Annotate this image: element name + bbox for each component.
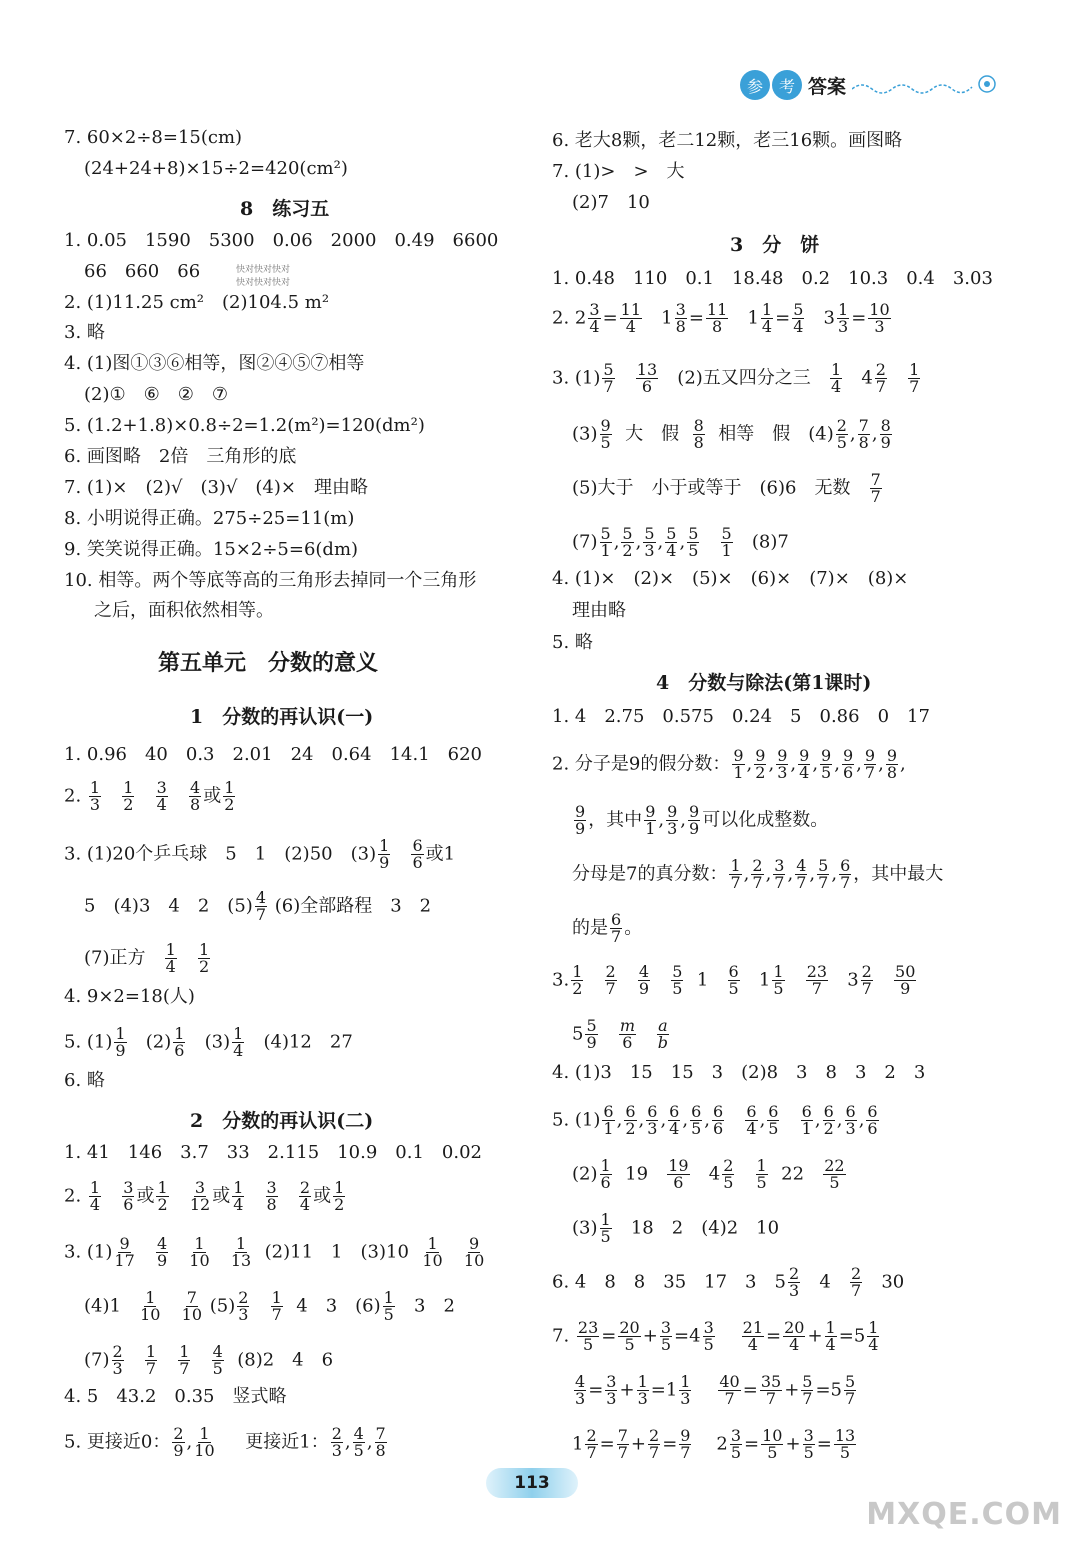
fraction: $\frac{6}{6}$ bbox=[713, 1102, 724, 1138]
label: 相等 假 (4) bbox=[718, 423, 834, 445]
badge-circle-1: 参 bbox=[740, 70, 770, 100]
label: 30 bbox=[881, 1271, 905, 1293]
fraction: $\frac{2}{7}$ bbox=[605, 962, 616, 998]
section-heading: 1 分数的再认识(一) bbox=[190, 706, 374, 728]
label: 5. 更接近0： bbox=[64, 1431, 171, 1453]
answer-line bbox=[64, 838, 455, 871]
fraction: $\frac{1}{4}$ bbox=[89, 1178, 101, 1214]
fraction: $\frac{1}{4}$ bbox=[233, 1024, 244, 1060]
answer-line: 3. 略 bbox=[64, 322, 105, 343]
label: (8)2 4 6 bbox=[237, 1349, 334, 1371]
fraction: $\frac{3}{4}$ bbox=[589, 300, 600, 336]
fraction: $\frac{1}{2}$ bbox=[123, 778, 134, 814]
label: 2. bbox=[64, 785, 82, 807]
fraction: $\frac{1}{5}$ bbox=[383, 1288, 394, 1324]
fraction: $\frac{1}{2}$ bbox=[334, 1178, 345, 1214]
fraction: $\frac{5}{3}$ bbox=[644, 524, 655, 560]
label: 2. bbox=[64, 1185, 82, 1207]
fraction: $\frac{6}{5}$ bbox=[768, 1102, 779, 1138]
answer-line: (2) $\frac{1}{6}$ 19 $\frac{19}{6}$ 4 $\frac{2}{5}$ $\frac{1}{5}$ 22 $\frac{22}{5}$ bbox=[572, 1156, 845, 1192]
answer-line bbox=[552, 1266, 904, 1299]
fraction: $\frac{2}{7}$ bbox=[752, 856, 763, 892]
label: (2)五又四分之三 bbox=[677, 367, 811, 389]
fraction: $\frac{1}{6}$ bbox=[600, 1156, 611, 1192]
fraction: $\frac{4}{7}$ bbox=[255, 888, 266, 924]
label: 大 假 bbox=[625, 423, 680, 445]
fraction: $\frac{9}{5}$ bbox=[821, 746, 832, 782]
answer-line bbox=[64, 1236, 486, 1269]
answer-line: 6. 画图略 2倍 三角形的底 bbox=[64, 446, 297, 467]
answer-line: 4. 5 43.2 0.35 竖式略 bbox=[64, 1386, 287, 1407]
label: 或1 bbox=[425, 843, 456, 865]
unit-title: 第五单元 分数的意义 bbox=[158, 650, 379, 676]
fraction: $\frac{2}{7}$ bbox=[649, 1426, 660, 1462]
fraction: $\frac{5}{7}$ bbox=[603, 360, 614, 396]
answer-line: 2. 分子是9的假分数： $\frac{9}{1}$ , $\frac{9}{2}$ , $\frac{9}{3}$ , $\frac{9}{4}$ , $\frac{9}{5}$ , $\frac{9}{6}$ , $\frac{9}{7}$ , $\frac{9}{8}$ , bbox=[552, 746, 906, 782]
answer-line: 4. (1)图①③⑥相等，图②④⑤⑦相等 bbox=[64, 353, 365, 374]
fraction: $\frac{1}{7}$ bbox=[271, 1288, 282, 1324]
label: (3) bbox=[572, 423, 598, 445]
label: 。 bbox=[624, 917, 643, 939]
fraction: $\frac{6}{2}$ bbox=[823, 1102, 834, 1138]
fraction: $\frac{1}{7}$ bbox=[145, 1342, 157, 1378]
answer-line: 5. (1) $\frac{6}{1}$ , $\frac{6}{2}$ , $\frac{6}{3}$ , $\frac{6}{4}$ , $\frac{6}{5}$ , $\frac{6}{6}$ $\frac{6}{4}$ , $\frac{6}{5}$ $\frac{6}{1}$ , $\frac{6}{2}$ , $\frac{6}{3}$ , $\frac{6}{6}$ bbox=[552, 1102, 878, 1138]
fraction: $\frac{2}{7}$ bbox=[875, 360, 886, 396]
fraction: $\frac{2}{3}$ bbox=[238, 1288, 249, 1324]
label: 6. 4 8 8 35 17 3 5 bbox=[552, 1271, 786, 1293]
fraction: $\frac{6}{4}$ bbox=[669, 1102, 680, 1138]
answer-line: 1. 0.05 1590 5300 0.06 2000 0.49 6600 bbox=[64, 230, 499, 251]
fraction: $\frac{2}{5}$ bbox=[723, 1156, 734, 1192]
fraction: $\frac{1}{5}$ bbox=[773, 962, 784, 998]
fraction: $\frac{3}{5}$ bbox=[730, 1426, 742, 1462]
fraction: $\frac{3}{7}$ bbox=[774, 856, 785, 892]
fraction: $\frac{2}{7}$ bbox=[586, 1426, 597, 1462]
answer-line: 2. 2 $\frac{3}{4}$ = $\frac{11}{4}$ 1 $\frac{3}{8}$ = $\frac{11}{8}$ 1 $\frac{1}{4}$ = $\frac{5}{4}$ 3 $\frac{1}{3}$ = $\frac{10}{3}$ bbox=[552, 300, 890, 336]
fraction: $\frac{1}{3}$ bbox=[89, 778, 101, 814]
answer-line: 5. (1.2+1.8)×0.8÷2=1.2(m²)=120(dm²) bbox=[64, 415, 425, 436]
fraction: $\frac{5}{7}$ bbox=[818, 856, 829, 892]
fraction: $\frac{9}{4}$ bbox=[799, 746, 810, 782]
fraction: $\frac{1}{7}$ bbox=[179, 1342, 190, 1378]
fraction: $\frac{5}{5}$ bbox=[672, 962, 683, 998]
fraction: $\frac{6}{3}$ bbox=[845, 1102, 856, 1138]
fraction: $\frac{9}{7}$ bbox=[680, 1426, 691, 1462]
fraction: $\frac{9}{5}$ bbox=[600, 416, 611, 452]
fraction: $\frac{9}{9}$ bbox=[689, 802, 700, 838]
label: (5)大于 小于或等于 (6)6 无数 bbox=[572, 477, 851, 499]
fraction: $\frac{1}{2}$ bbox=[157, 1178, 168, 1214]
fraction: $\frac{6}{1}$ bbox=[603, 1102, 614, 1138]
label: 的是 bbox=[572, 917, 608, 939]
fraction: $\frac{1}{4}$ bbox=[233, 1178, 244, 1214]
fraction: $\frac{2}{3}$ bbox=[112, 1342, 123, 1378]
fraction: $\frac{6}{5}$ bbox=[728, 962, 739, 998]
answer-line bbox=[84, 942, 212, 975]
label: 3 2 bbox=[414, 1295, 455, 1317]
fraction: $\frac{10}{3}$ bbox=[869, 300, 890, 336]
label: 5 (4)3 4 2 (5) bbox=[84, 895, 253, 917]
fraction: $\frac{1}{10}$ bbox=[194, 1424, 215, 1460]
answer-line: 1. 0.96 40 0.3 2.01 24 0.64 14.1 620 bbox=[64, 744, 482, 765]
fraction: $\frac{4}{8}$ bbox=[190, 778, 201, 814]
answer-line: (2)① ⑥ ② ⑦ bbox=[84, 384, 229, 405]
label: (2)11 1 (3)10 bbox=[264, 1241, 409, 1263]
fraction: $\frac{9}{3}$ bbox=[777, 746, 788, 782]
flower-wave-icon bbox=[852, 75, 1002, 95]
label: 4 3 (6) bbox=[296, 1295, 381, 1317]
answer-line: (2)7 10 bbox=[572, 192, 650, 213]
answer-line: 7. $\frac{23}{5}$ = $\frac{20}{5}$ + $\frac{3}{5}$ =4 $\frac{3}{5}$ $\frac{21}{4}$ = $\frac{20}{4}$ + $\frac{1}{4}$ =5 $\frac{1}{4}$ bbox=[552, 1318, 879, 1354]
stamp-text: 快对快对快对 bbox=[236, 265, 291, 275]
fraction: $\frac{4}{5}$ bbox=[212, 1342, 223, 1378]
label: (2) bbox=[572, 1163, 598, 1185]
label: 更接近1： bbox=[245, 1431, 329, 1453]
fraction: $\frac{9}{1}$ bbox=[645, 802, 656, 838]
fraction: $\frac{1}{6}$ bbox=[174, 1024, 185, 1060]
fraction: $\frac{9}{2}$ bbox=[755, 746, 766, 782]
fraction: $\frac{13}{5}$ bbox=[834, 1426, 856, 1462]
fraction: $\frac{6}{1}$ bbox=[801, 1102, 812, 1138]
fraction: $\frac{9}{17}$ bbox=[114, 1234, 135, 1270]
fraction: $\frac{1}{3}$ bbox=[637, 1372, 648, 1408]
label: 3. (1) bbox=[64, 1241, 113, 1263]
watermark: MXQE.COM bbox=[866, 1497, 1062, 1532]
label: (5) bbox=[209, 1295, 236, 1317]
answer-line bbox=[572, 912, 642, 945]
fraction: $\frac{1}{2}$ bbox=[199, 940, 210, 976]
fraction: $\frac{3}{4}$ bbox=[156, 778, 167, 814]
fraction: $\frac{6}{6}$ bbox=[867, 1102, 878, 1138]
fraction: $\frac{6}{6}$ bbox=[412, 836, 423, 872]
answer-line bbox=[572, 472, 884, 505]
fraction: $\frac{3}{8}$ bbox=[675, 300, 686, 336]
fraction: $\frac{1}{7}$ bbox=[730, 856, 741, 892]
fraction: $\frac{11}{4}$ bbox=[620, 300, 642, 336]
label: 3. bbox=[552, 969, 570, 991]
label: 18 2 (4)2 10 bbox=[630, 1217, 780, 1239]
fraction: $\frac{1}{4}$ bbox=[761, 300, 773, 336]
answer-line: 2. $\frac{1}{4}$ $\frac{3}{6}$ 或 $\frac{1}{2}$ $\frac{3}{12}$ 或 $\frac{1}{4}$ $\frac{3}{8}$ $\frac{2}{4}$ 或 $\frac{1}{2}$ bbox=[64, 1178, 345, 1214]
badge-circle-2: 考 bbox=[772, 70, 802, 100]
fraction: $\frac{9}{8}$ bbox=[886, 746, 897, 782]
fraction: $\frac{4}{5}$ bbox=[353, 1424, 364, 1460]
label: 5. (1) bbox=[552, 1109, 601, 1131]
label: 2. 分子是9的假分数： bbox=[552, 753, 731, 775]
answer-line bbox=[84, 1290, 455, 1323]
section-heading: 8 练习五 bbox=[240, 198, 330, 220]
answer-line: 10. 相等。两个等底等高的三角形去掉同一个三角形 bbox=[64, 570, 477, 591]
fraction: $\frac{2}{3}$ bbox=[331, 1424, 342, 1460]
label: 3. (1) bbox=[552, 367, 601, 389]
answer-line: 分母是7的真分数： $\frac{1}{7}$ , $\frac{2}{7}$ , $\frac{3}{7}$ , $\frac{4}{7}$ , $\frac{5}{7}$ , $\frac{6}{7}$ ，其中最大 bbox=[572, 856, 944, 892]
fraction: $\frac{1}{4}$ bbox=[825, 1318, 836, 1354]
page-number: 113 bbox=[486, 1468, 578, 1498]
answer-line: 4. (1)3 15 15 3 (2)8 3 8 3 2 3 bbox=[552, 1062, 926, 1083]
fraction: $\frac{5}{2}$ bbox=[622, 524, 633, 560]
answer-line bbox=[572, 1212, 779, 1245]
fraction: $\frac{5}{7}$ bbox=[802, 1372, 813, 1408]
fraction: $\frac{4}{9}$ bbox=[638, 962, 650, 998]
answer-line: 5 $\frac{5}{9}$ $\frac{m}{6}$ $\frac{a}{b}$ bbox=[572, 1016, 669, 1052]
fraction: $\frac{9}{3}$ bbox=[667, 802, 678, 838]
label: (7) bbox=[84, 1349, 110, 1371]
fraction: $\frac{2}{5}$ bbox=[836, 416, 847, 452]
answer-line bbox=[84, 1344, 333, 1377]
answer-line: 1. 4 2.75 0.575 0.24 5 0.86 0 17 bbox=[552, 706, 930, 727]
fraction: $\frac{6}{3}$ bbox=[647, 1102, 658, 1138]
answer-line: 之后，面积依然相等。 bbox=[94, 600, 274, 621]
fraction: $\frac{3}{6}$ bbox=[123, 1178, 134, 1214]
fraction: $\frac{4}{3}$ bbox=[575, 1372, 586, 1408]
label: 分母是7的真分数： bbox=[572, 863, 728, 885]
fraction: $\frac{19}{6}$ bbox=[668, 1156, 689, 1192]
answer-line: $\frac{4}{3}$ = $\frac{3}{3}$ + $\frac{1}{3}$ =1 $\frac{1}{3}$ $\frac{40}{7}$ = $\frac{35}{7}$ + $\frac{5}{7}$ =5 $\frac{5}{7}$ bbox=[575, 1372, 856, 1408]
fraction: $\frac{20}{5}$ bbox=[619, 1318, 640, 1354]
answer-line: 7. (1)× (2)√ (3)√ (4)× 理由略 bbox=[64, 477, 368, 498]
answer-line: 2. (1)11.25 cm² (2)104.5 m² bbox=[64, 292, 330, 313]
answer-line bbox=[84, 890, 431, 923]
label: (7)正方 bbox=[84, 947, 146, 969]
label: 3. (1)20个乒乓球 5 1 (2)50 (3) bbox=[64, 843, 377, 865]
fraction: $\frac{10}{5}$ bbox=[762, 1426, 783, 1462]
label: 5. (1) bbox=[64, 1031, 113, 1053]
answer-line: 4. (1)× (2)× (5)× (6)× (7)× (8)× bbox=[552, 568, 909, 589]
fraction: $\frac{5}{4}$ bbox=[666, 524, 677, 560]
label: ，其中最大 bbox=[853, 863, 944, 885]
fraction: $\frac{5}{1}$ bbox=[721, 524, 732, 560]
fraction: $\frac{a}{b}$ bbox=[657, 1016, 669, 1052]
label: 2. bbox=[552, 307, 570, 329]
label: 可以化成整数。 bbox=[702, 809, 829, 831]
fraction: $\frac{9}{9}$ bbox=[575, 802, 586, 838]
fraction: $\frac{1}{4}$ bbox=[868, 1318, 879, 1354]
answer-line: 8. 小明说得正确。275÷25=11(m) bbox=[64, 508, 355, 529]
fraction: $\frac{6}{4}$ bbox=[746, 1102, 757, 1138]
answer-line: 6. 略 bbox=[64, 1070, 105, 1091]
section-heading: 2 分数的再认识(二) bbox=[190, 1110, 374, 1132]
fraction: $\frac{3}{5}$ bbox=[803, 1426, 814, 1462]
fraction: $\frac{20}{4}$ bbox=[784, 1318, 805, 1354]
fraction: $\frac{7}{8}$ bbox=[375, 1424, 386, 1460]
stamp-text: 快对快对快对 bbox=[236, 278, 291, 288]
label: (4)1 bbox=[84, 1295, 121, 1317]
section-heading: 3 分 饼 bbox=[730, 234, 820, 256]
label: (4)12 27 bbox=[263, 1031, 353, 1053]
fraction: $\frac{6}{2}$ bbox=[625, 1102, 636, 1138]
fraction: $\frac{2}{7}$ bbox=[861, 962, 872, 998]
fraction: $\frac{35}{7}$ bbox=[760, 1372, 782, 1408]
answer-line: 3. $\frac{1}{2}$ $\frac{2}{7}$ $\frac{4}{9}$ $\frac{5}{5}$ 1 $\frac{6}{5}$ 1 $\frac{1}{5}$ $\frac{23}{7}$ 3 $\frac{2}{7}$ $\frac{50}{9}$ bbox=[552, 962, 916, 998]
fraction: $\frac{5}{1}$ bbox=[600, 524, 611, 560]
fraction: $\frac{1}{9}$ bbox=[379, 836, 390, 872]
fraction: $\frac{5}{5}$ bbox=[688, 524, 699, 560]
label: (3) bbox=[204, 1031, 231, 1053]
fraction: $\frac{40}{7}$ bbox=[719, 1372, 740, 1408]
answer-line: 9. 笑笑说得正确。15×2÷5=6(dm) bbox=[64, 539, 359, 560]
fraction: $\frac{11}{8}$ bbox=[706, 300, 728, 336]
fraction: $\frac{7}{8}$ bbox=[858, 416, 869, 452]
fraction: $\frac{1}{13}$ bbox=[230, 1234, 252, 1270]
fraction: $\frac{8}{9}$ bbox=[880, 416, 891, 452]
fraction: $\frac{50}{9}$ bbox=[895, 962, 916, 998]
answer-line: 1. 41 146 3.7 33 2.115 10.9 0.1 0.02 bbox=[64, 1142, 482, 1163]
answer-line: 1 $\frac{2}{7}$ = $\frac{7}{7}$ + $\frac{2}{7}$ = $\frac{9}{7}$ 2 $\frac{3}{5}$ = $\frac{10}{5}$ + $\frac{3}{5}$ = $\frac{13}{5}$ bbox=[572, 1426, 856, 1462]
fraction: $\frac{1}{9}$ bbox=[115, 1024, 126, 1060]
answer-line bbox=[64, 780, 237, 813]
section-heading: 4 分数与除法(第1课时) bbox=[656, 672, 872, 694]
fraction: $\frac{3}{5}$ bbox=[703, 1318, 714, 1354]
fraction: $\frac{m}{6}$ bbox=[619, 1016, 635, 1052]
fraction: $\frac{1}{10}$ bbox=[140, 1288, 161, 1324]
label: 或 bbox=[203, 785, 222, 807]
fraction: $\frac{5}{4}$ bbox=[793, 300, 804, 336]
answer-line: 1. 0.48 110 0.1 18.48 0.2 10.3 0.4 3.03 bbox=[552, 268, 993, 289]
badge-title: 答案 bbox=[807, 75, 846, 98]
label: (3) bbox=[572, 1217, 598, 1239]
answer-line: (7) $\frac{5}{1}$ , $\frac{5}{2}$ , $\frac{5}{3}$ , $\frac{5}{4}$ , $\frac{5}{5}$ $\frac{5}{1}$ (8)7 bbox=[572, 524, 789, 560]
fraction: $\frac{6}{7}$ bbox=[611, 910, 622, 946]
fraction: $\frac{9}{7}$ bbox=[864, 746, 876, 782]
fraction: $\frac{23}{7}$ bbox=[806, 962, 828, 998]
fraction: $\frac{4}{7}$ bbox=[796, 856, 807, 892]
answer-line: 理由略 bbox=[572, 600, 626, 621]
fraction: $\frac{2}{9}$ bbox=[173, 1424, 184, 1460]
fraction: $\frac{13}{6}$ bbox=[636, 360, 658, 396]
fraction: $\frac{5}{9}$ bbox=[586, 1016, 597, 1052]
label: (7) bbox=[572, 531, 598, 553]
fraction: $\frac{22}{5}$ bbox=[824, 1156, 845, 1192]
fraction: $\frac{7}{7}$ bbox=[617, 1426, 628, 1462]
fraction: $\frac{1}{2}$ bbox=[572, 962, 583, 998]
label: 7. bbox=[552, 1325, 570, 1347]
fraction: $\frac{1}{10}$ bbox=[422, 1234, 443, 1270]
fraction: $\frac{3}{5}$ bbox=[660, 1318, 672, 1354]
fraction: $\frac{2}{3}$ bbox=[788, 1264, 800, 1300]
label: (2) bbox=[145, 1031, 172, 1053]
fraction: $\frac{3}{12}$ bbox=[189, 1178, 211, 1214]
fraction: $\frac{9}{6}$ bbox=[842, 746, 854, 782]
fraction: $\frac{8}{8}$ bbox=[693, 416, 704, 452]
answer-line: 6. 老大8颗，老二12颗，老三16颗。画图略 bbox=[552, 130, 903, 151]
label: ，其中 bbox=[588, 809, 643, 831]
fraction: $\frac{2}{7}$ bbox=[850, 1264, 862, 1300]
fraction: $\frac{21}{4}$ bbox=[742, 1318, 763, 1354]
answer-line: 3. (1) $\frac{5}{7}$ $\frac{13}{6}$ (2)五又四分之三 $\frac{1}{4}$ 4 $\frac{2}{7}$ $\frac{1}{7}$ bbox=[552, 360, 920, 396]
fraction: $\frac{9}{10}$ bbox=[463, 1234, 485, 1270]
answer-line: 66 660 66 bbox=[84, 261, 201, 282]
answer-line: (24+24+8)×15÷2=420(cm²) bbox=[84, 158, 348, 179]
fraction: $\frac{1}{3}$ bbox=[680, 1372, 691, 1408]
answer-line: 7. 60×2÷8=15(cm) bbox=[64, 127, 243, 148]
answer-line: 4. 9×2=18(人) bbox=[64, 986, 195, 1007]
fraction: $\frac{3}{3}$ bbox=[606, 1372, 617, 1408]
fraction: $\frac{2}{4}$ bbox=[299, 1178, 311, 1214]
fraction: $\frac{3}{8}$ bbox=[266, 1178, 277, 1214]
fraction: $\frac{1}{3}$ bbox=[838, 300, 849, 336]
label: (6)全部路程 3 2 bbox=[274, 895, 432, 917]
fraction: $\frac{1}{5}$ bbox=[756, 1156, 767, 1192]
fraction: $\frac{1}{5}$ bbox=[600, 1210, 611, 1246]
label: 4 bbox=[819, 1271, 831, 1293]
fraction: $\frac{7}{7}$ bbox=[870, 470, 881, 506]
fraction: $\frac{4}{9}$ bbox=[156, 1234, 168, 1270]
fraction: $\frac{1}{4}$ bbox=[165, 940, 176, 976]
fraction: $\frac{6}{5}$ bbox=[691, 1102, 702, 1138]
answer-line: 5. 略 bbox=[552, 632, 593, 653]
fraction: $\frac{1}{7}$ bbox=[909, 360, 920, 396]
answer-line: 5. 更接近0： $\frac{2}{9}$ , $\frac{1}{10}$ 更接近1： $\frac{2}{3}$ , $\frac{4}{5}$ , $\frac{7}{8}$ bbox=[64, 1424, 386, 1460]
fraction: $\frac{1}{10}$ bbox=[189, 1234, 210, 1270]
fraction: $\frac{9}{1}$ bbox=[733, 746, 744, 782]
reference-answer-badge bbox=[740, 70, 1002, 100]
answer-line: $\frac{9}{9}$ ，其中 $\frac{9}{1}$ , $\frac{9}{3}$ , $\frac{9}{9}$ 可以化成整数。 bbox=[575, 802, 829, 838]
answer-line bbox=[64, 1026, 353, 1059]
label: (8)7 bbox=[751, 531, 789, 553]
fraction: $\frac{7}{10}$ bbox=[181, 1288, 203, 1324]
fraction: $\frac{1}{2}$ bbox=[224, 778, 235, 814]
fraction: $\frac{5}{7}$ bbox=[845, 1372, 856, 1408]
fraction: $\frac{1}{4}$ bbox=[830, 360, 842, 396]
fraction: $\frac{6}{7}$ bbox=[840, 856, 851, 892]
answer-line: 7. (1)> > 大 bbox=[552, 161, 685, 182]
answer-line: (3) $\frac{9}{5}$ 大 假 $\frac{8}{8}$ 相等 假 (4) $\frac{2}{5}$ , $\frac{7}{8}$ , $\frac{8}{9}$ bbox=[572, 416, 891, 452]
fraction: $\frac{23}{5}$ bbox=[577, 1318, 599, 1354]
